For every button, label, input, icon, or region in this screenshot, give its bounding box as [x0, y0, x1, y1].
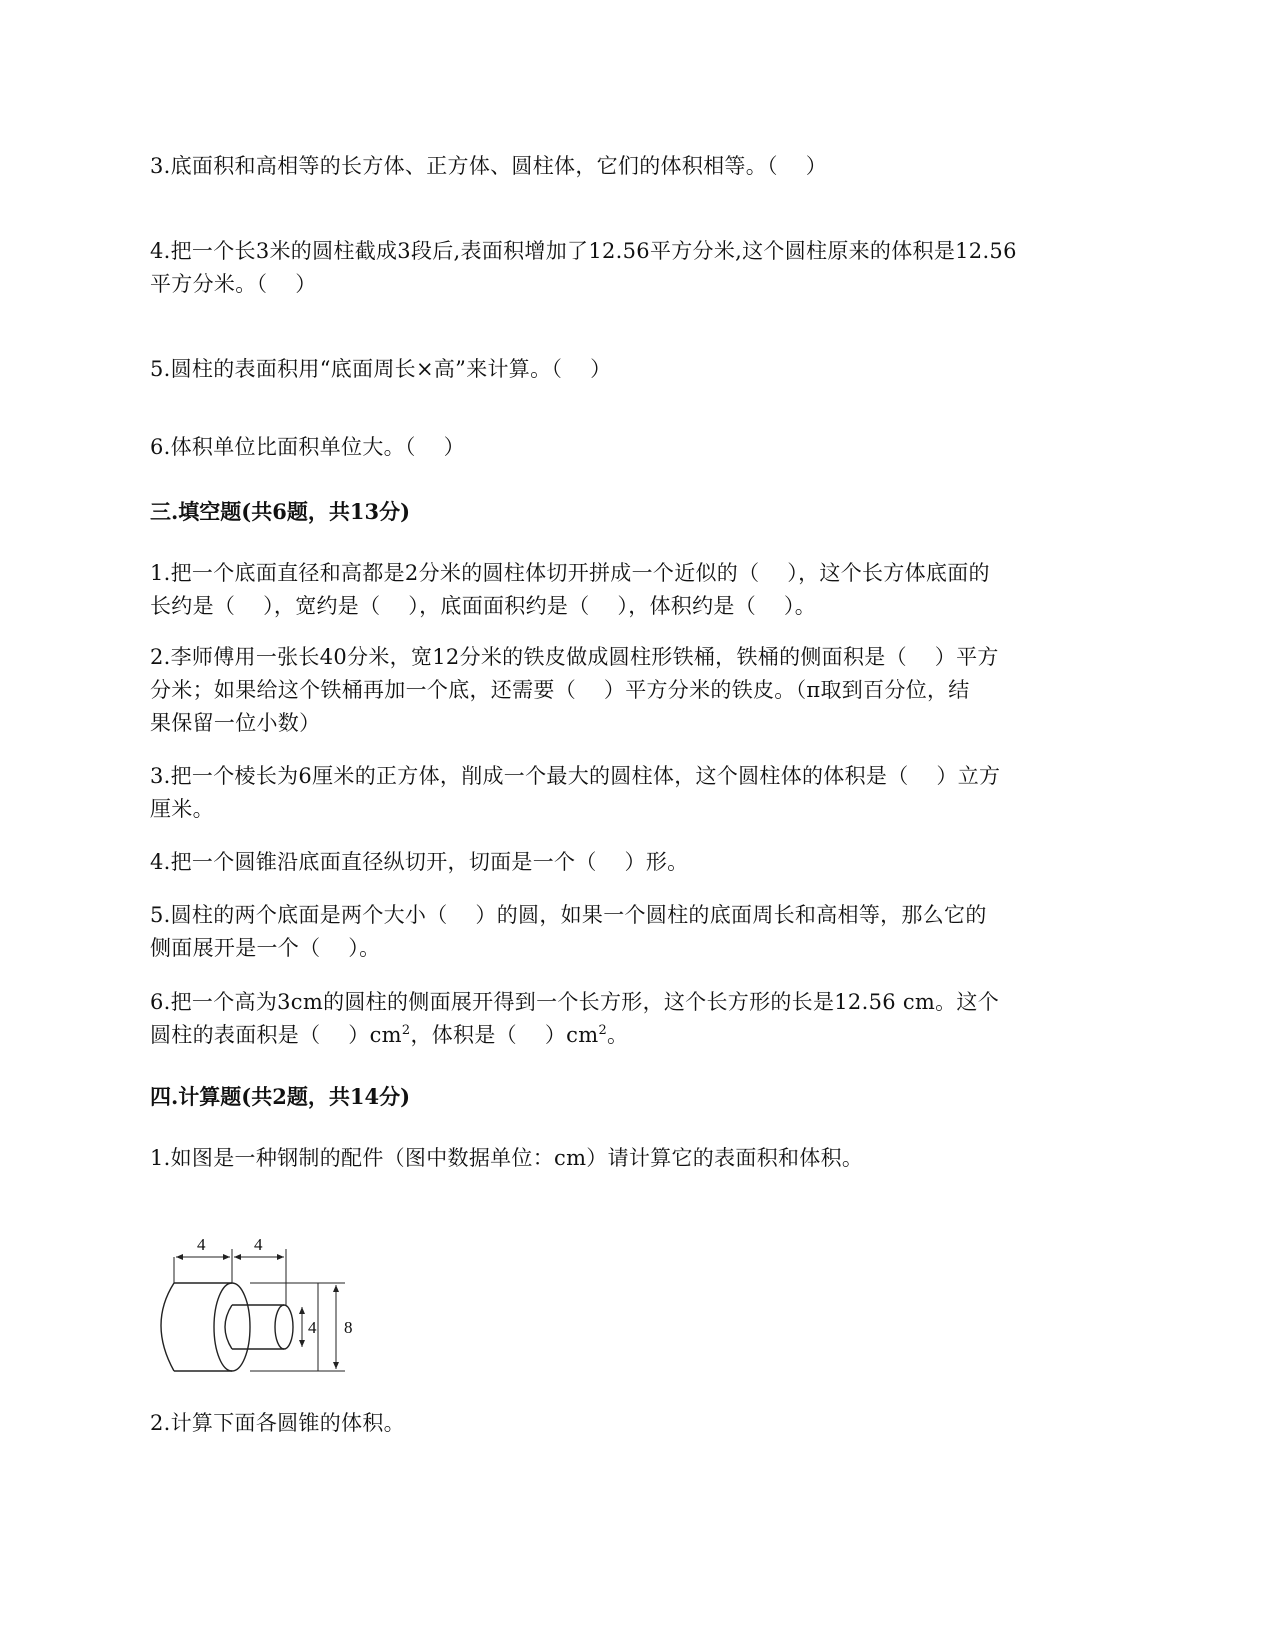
fill-q5-line1: 5.圆柱的两个底面是两个大小（ ）的圆，如果一个圆柱的底面周长和高相等，那么它的	[150, 903, 987, 927]
judgement-q3: 3.底面积和高相等的长方体、正方体、圆柱体，它们的体积相等。（ ）	[150, 154, 828, 178]
fill-q6-line2-part-c: 。	[607, 1023, 629, 1047]
fill-q1-line2: 长约是（ ），宽约是（ ），底面面积约是（ ），体积约是（ ）。	[150, 594, 817, 618]
dimension-label-outer: 8	[344, 1318, 353, 1337]
fill-q6-line2-part-a: 圆柱的表面积是（ ）cm	[150, 1023, 402, 1047]
outer-cylinder-left-face	[161, 1283, 174, 1371]
calc-section-heading: 四.计算题(共2题，共14分)	[150, 1084, 411, 1109]
fill-q6-line1: 6.把一个高为3cm的圆柱的侧面展开得到一个长方形，这个长方形的长是12.56 cm。这个	[150, 990, 1000, 1014]
steel-part-figure	[150, 1235, 370, 1385]
fill-q1-line1: 1.把一个底面直径和高都是2分米的圆柱体切开拼成一个近似的（ ），这个长方体底面的	[150, 561, 990, 585]
fill-q6-line2	[150, 1019, 1130, 1052]
judgement-q6: 6.体积单位比面积单位大。（ ）	[150, 435, 465, 459]
fill-q5-line2: 侧面展开是一个（ ）。	[150, 936, 381, 960]
fill-q6-line2-part-b: ，体积是（ ）cm	[410, 1023, 599, 1047]
fill-q2-line2: 分米；如果给这个铁桶再加一个底，还需要（ ）平方分米的铁皮。（π取到百分位，结	[150, 678, 970, 702]
judgement-q4-line1: 4.把一个长3米的圆柱截成3段后,表面积增加了12.56平方分米,这个圆柱原来的体积是12.56	[150, 239, 1017, 263]
fill-q2-line3: 果保留一位小数）	[150, 711, 321, 735]
dimension-label-right: 4	[254, 1235, 263, 1254]
fill-q4: 4.把一个圆锥沿底面直径纵切开，切面是一个（ ）形。	[150, 850, 689, 874]
fill-section-heading: 三.填空题(共6题，共13分)	[150, 499, 411, 524]
dimension-label-inner: 4	[308, 1318, 317, 1337]
fill-q3-line2: 厘米。	[150, 797, 214, 821]
calc-q2: 2.计算下面各圆锥的体积。	[150, 1411, 405, 1435]
inner-tube-back-arc	[225, 1305, 232, 1349]
superscript-square-2: 2	[598, 1023, 608, 1038]
outer-cylinder-front-face	[214, 1283, 250, 1371]
judgement-q5: 5.圆柱的表面积用“底面周长×高”来计算。（ ）	[150, 357, 612, 381]
fill-q3-line1: 3.把一个棱长为6厘米的正方体，削成一个最大的圆柱体，这个圆柱体的体积是（ ）立方	[150, 764, 1001, 788]
fill-q2-line1: 2.李师傅用一张长40分米，宽12分米的铁皮做成圆柱形铁桶，铁桶的侧面积是（ ）平方	[150, 645, 999, 669]
superscript-square-1: 2	[401, 1023, 411, 1038]
dimension-label-left: 4	[197, 1235, 206, 1254]
inner-tube-end-face	[275, 1305, 293, 1349]
calc-q1: 1.如图是一种钢制的配件（图中数据单位：cm）请计算它的表面积和体积。	[150, 1146, 864, 1170]
judgement-q4-line2: 平方分米。（ ）	[150, 272, 317, 296]
